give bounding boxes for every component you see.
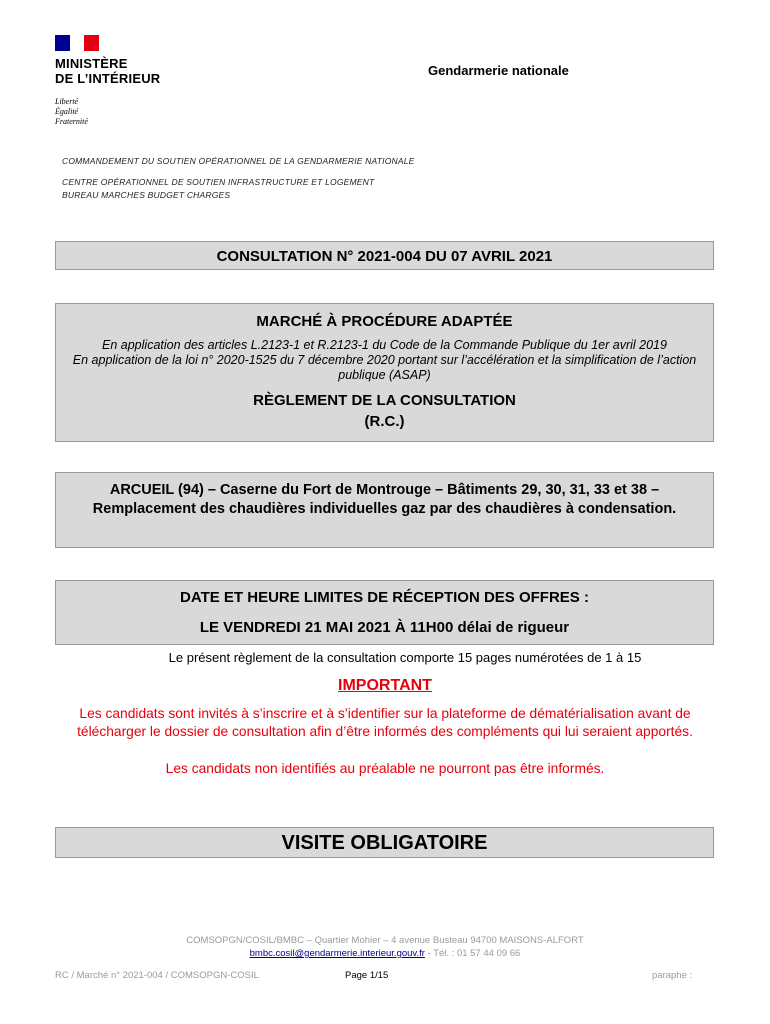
procedure-box [55,303,714,442]
important-text: Les candidats sont invités à s’inscrire et à s’identifier sur la plateforme de dématérialisation avant de télécharger le dossier de consultation afin d’être informés des compléments qui lui seraient apportés. [77,706,693,739]
procedure-title: MARCHÉ À PROCÉDURE ADAPTÉE [256,313,513,330]
ministry-line-2: DE L’INTÉRIEUR [55,71,161,86]
footer-address: COMSOPGN/COSIL/BMBC – Quartier Mohier – 4 avenue Busteau 94700 MAISONS-ALFORT [186,935,584,946]
visit-box [55,827,714,858]
organization-name: Gendarmerie nationale [428,63,569,78]
footer-phone: - Tél. : 01 57 44 09 66 [424,948,521,959]
deadline-value: LE VENDREDI 21 MAI 2021 À 11H00 délai de rigueur [199,619,570,636]
rc-title: RÈGLEMENT DE LA CONSULTATION [253,392,516,409]
object-box [55,472,714,548]
consultation-box [55,241,714,270]
page-number: Page 1/15 [345,970,389,981]
email-link[interactable]: bmbc.cosil@gendarmerie.interieur.gouv.fr [249,948,425,959]
motto-fraternite: Fraternité [55,117,88,126]
command-name: COMMANDEMENT DU SOUTIEN OPÉRATIONNEL DE LA GENDARMERIE NATIONALE [62,156,415,166]
paraphe-label: paraphe : [652,970,693,981]
marianne-logo [55,35,99,51]
important-warning: Les candidats non identifiés au préalable ne pourront pas être informés. [165,761,605,776]
republic-motto [55,97,88,127]
procedure-legal-basis [56,338,713,383]
bureau-name: BUREAU MARCHES BUDGET CHARGES [62,190,231,200]
footer-contact [0,948,770,959]
deadline-box [55,580,714,645]
important-title: IMPORTANT [338,677,432,694]
legal-basis-line-2: En application de la loi n° 2020-1525 du 7 décembre 2020 portant sur l’accélération et la simplification de l’action publique (ASAP) [72,353,697,382]
deadline-label: DATE ET HEURE LIMITES DE RÉCEPTION DES OFFRES : [180,589,589,606]
footer-reference: RC / Marché n° 2021-004 / COMSOPGN-COSIL [55,970,259,981]
contract-object: ARCUEIL (94) – Caserne du Fort de Montrouge – Bâtiments 29, 30, 31, 33 et 38 – Remplacement des chaudières individuelles gaz par des chaudières à condensation. [92,482,677,517]
center-name: CENTRE OPÉRATIONNEL DE SOUTIEN INFRASTRUCTURE ET LOGEMENT [62,177,375,187]
legal-basis-line-1: En application des articles L.2123-1 et R.2123-1 du Code de la Commande Publique du 1er avril 2019 [102,338,667,352]
rc-abbreviation: (R.C.) [364,413,405,430]
visit-title: VISITE OBLIGATOIRE [281,832,488,854]
pages-note: Le présent règlement de la consultation comporte 15 pages numérotées de 1 à 15 [168,650,642,665]
ministry-line-1: MINISTÈRE [55,56,128,71]
ministry-name [55,56,160,86]
consultation-title: CONSULTATION N° 2021-004 DU 07 AVRIL 2021 [216,248,553,265]
motto-egalite: Égalité [55,107,79,116]
motto-liberte: Liberté [55,97,79,106]
